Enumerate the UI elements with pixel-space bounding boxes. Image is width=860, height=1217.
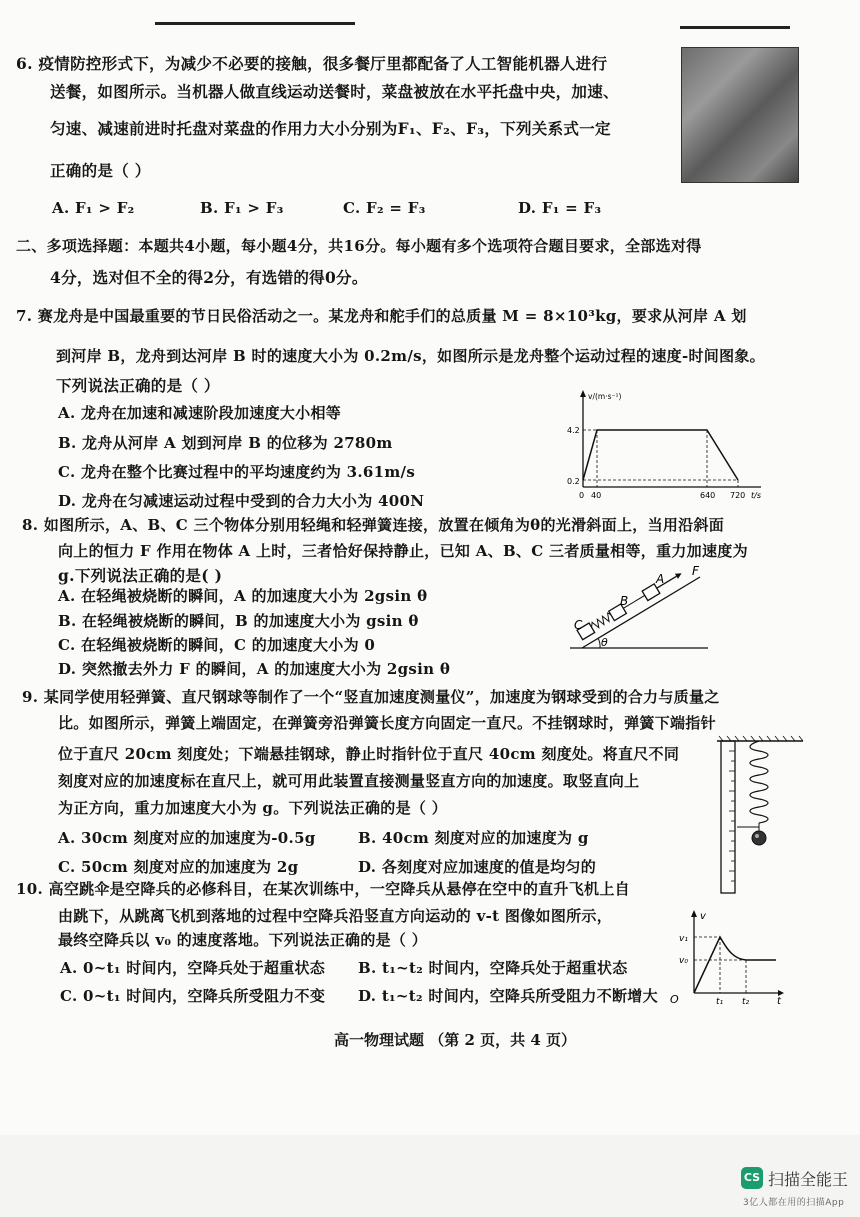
q8-line-3: g.下列说法正确的是( ) <box>58 566 223 585</box>
q8-label-c: C <box>574 618 583 632</box>
q9-line-4: 刻度对应的加速度标在直尺上，就可用此装置直接测量竖直方向的加速度。取竖直向上 <box>58 772 640 790</box>
q6-line-1: 6. 疫情防控形式下，为减少不必要的接触，很多餐厅里都配备了人工智能机器人进行 <box>16 54 608 73</box>
q10-option-c: C. 0~t₁ 时间内，空降兵所受阻力不变 <box>60 987 326 1005</box>
q9-option-a: A. 30cm 刻度对应的加速度为-0.5g <box>58 829 316 847</box>
q7-line-3: 下列说法正确的是（ ） <box>56 376 220 395</box>
q8-option-c: C. 在轻绳被烧断的瞬间，C 的加速度大小为 0 <box>58 636 376 654</box>
q6-option-c: C. F₂ = F₃ <box>343 199 426 217</box>
q10-graph-v-label: v <box>700 911 706 922</box>
q8-line-2: 向上的恒力 F 作用在物体 A 上时，三者恰好保持静止，已知 A、B、C 三者质量相等，重力加速度为 <box>58 542 748 560</box>
page-footer: 高一物理试题 （第 2 页，共 4 页） <box>334 1031 576 1049</box>
q7-graph-ytick-high: 4.2 <box>567 426 580 435</box>
q10-graph-v0-label: v₀ <box>679 956 688 966</box>
q8-option-d: D. 突然撤去外力 F 的瞬间，A 的加速度大小为 2gsin θ <box>58 660 451 678</box>
q6-option-a: A. F₁ > F₂ <box>52 199 135 217</box>
q7-option-c: C. 龙舟在整个比赛过程中的平均速度约为 3.61m/s <box>58 463 416 481</box>
scanner-app-tagline: 3亿人都在用的扫描App <box>743 1198 845 1208</box>
q10-graph-t-label: t <box>777 996 781 1007</box>
q8-line-1: 8. 如图所示，A、B、C 三个物体分别用轻绳和轻弹簧连接，放置在倾角为θ的光滑斜面上，当用沿斜面 <box>22 516 725 534</box>
q10-option-d: D. t₁~t₂ 时间内，空降兵所受阻力不断增大 <box>358 987 658 1005</box>
q9-line-5: 为正方向，重力加速度大小为 g。下列说法正确的是（ ） <box>58 799 448 817</box>
q10-line-3: 最终空降兵以 v₀ 的速度落地。下列说法正确的是（ ） <box>58 931 428 949</box>
scanner-app-name: 扫描全能王 <box>768 1170 849 1189</box>
q7-option-d: D. 龙舟在匀减速运动过程中受到的合力大小为 400N <box>58 492 425 510</box>
q8-label-a: A <box>656 572 665 586</box>
q10-option-a: A. 0~t₁ 时间内，空降兵处于超重状态 <box>60 959 326 977</box>
q8-theta-label: θ <box>601 636 608 649</box>
q7-graph-xtick-640: 640 <box>700 491 716 500</box>
q8-incline-figure <box>568 563 718 655</box>
robot-waiter-photo <box>681 47 799 183</box>
q7-option-b: B. 龙舟从河岸 A 划到河岸 B 的位移为 2780m <box>58 434 393 452</box>
q9-option-d: D. 各刻度对应加速度的值是均匀的 <box>358 858 597 876</box>
q7-graph-ylabel: v/(m·s⁻¹) <box>588 392 622 401</box>
section-2-heading-line-2: 4分，选对但不全的得2分，有选错的得0分。 <box>50 268 368 287</box>
q6-option-b: B. F₁ > F₃ <box>200 199 284 217</box>
q7-graph-xtick-720: 720 <box>730 491 746 500</box>
q6-line-2: 送餐，如图所示。当机器人做直线运动送餐时，菜盘被放在水平托盘中央，加速、 <box>50 82 619 101</box>
q9-line-2: 比。如图所示，弹簧上端固定，在弹簧旁沿弹簧长度方向固定一直尺。不挂钢球时，弹簧下端指针 <box>58 714 716 732</box>
q6-line-4: 正确的是（ ） <box>50 161 151 180</box>
q10-line-1: 10. 高空跳伞是空降兵的必修科目，在某次训练中，一空降兵从悬停在空中的直升飞机上自 <box>16 880 630 898</box>
scan-mark <box>155 22 355 25</box>
q9-line-3: 位于直尺 20cm 刻度处；下端悬挂钢球，静止时指针位于直尺 40cm 刻度处。将直尺不同 <box>58 745 680 763</box>
q7-graph-ytick-low: 0.2 <box>567 477 580 486</box>
q8-label-f: F <box>692 564 699 578</box>
q7-line-2: 到河岸 B，龙舟到达河岸 B 时的速度大小为 0.2m/s，如图所示是龙舟整个运动过程的速度-时间图象。 <box>56 347 765 365</box>
scan-mark <box>680 26 790 29</box>
q8-option-b: B. 在轻绳被烧断的瞬间，B 的加速度大小为 gsin θ <box>58 612 419 630</box>
q10-graph-t2-label: t₂ <box>742 997 750 1007</box>
q7-graph-xtick-0: 0 <box>579 491 585 500</box>
q10-graph-t1-label: t₁ <box>716 997 724 1007</box>
q7-option-a: A. 龙舟在加速和减速阶段加速度大小相等 <box>58 404 342 422</box>
q7-graph-xtick-40: 40 <box>591 491 602 500</box>
scanner-app-logo: CS <box>741 1167 763 1189</box>
section-2-heading-line-1: 二、多项选择题：本题共4小题，每小题4分，共16分。每小题有多个选项符合题目要求，全部选对得 <box>16 237 702 255</box>
q10-graph-origin-label: O <box>670 993 679 1006</box>
q6-option-d: D. F₁ = F₃ <box>518 199 602 217</box>
q10-graph-v1-label: v₁ <box>679 934 688 944</box>
q9-line-1: 9. 某同学使用轻弹簧、直尺钢球等制作了一个“竖直加速度测量仪”，加速度为钢球受到的合力与质量之 <box>22 688 720 706</box>
q8-option-a: A. 在轻绳被烧断的瞬间，A 的加速度大小为 2gsin θ <box>58 587 428 605</box>
q6-line-3: 匀速、减速前进时托盘对菜盘的作用力大小分别为F₁、F₂、F₃，下列关系式一定 <box>50 119 611 138</box>
q10-velocity-time-graph <box>670 905 788 1007</box>
q9-option-b: B. 40cm 刻度对应的加速度为 g <box>358 829 589 847</box>
q10-line-2: 由跳下，从跳离飞机到落地的过程中空降兵沿竖直方向运动的 v-t 图像如图所示， <box>58 907 613 925</box>
q9-accelerometer-figure <box>715 735 805 895</box>
q7-graph-xlabel: t/s <box>751 491 761 500</box>
q10-option-b: B. t₁~t₂ 时间内，空降兵处于超重状态 <box>358 959 628 977</box>
q7-line-1: 7. 赛龙舟是中国最重要的节日民俗活动之一。某龙舟和舵手们的总质量 M = 8×10³kg，要求从河岸 A 划 <box>16 307 747 325</box>
q9-option-c: C. 50cm 刻度对应的加速度为 2g <box>58 858 299 876</box>
q7-velocity-time-graph <box>566 385 766 503</box>
q8-label-b: B <box>620 594 629 608</box>
